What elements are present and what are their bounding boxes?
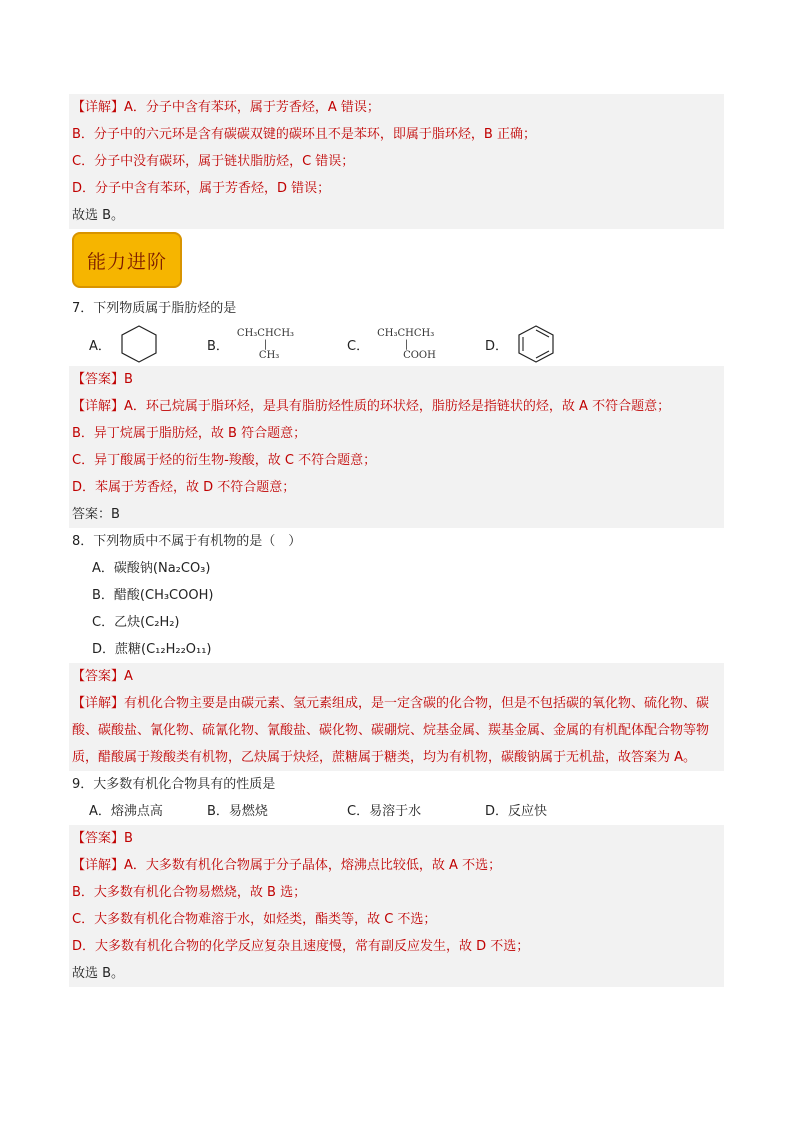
q8-option-a: A．碳酸钠(Na₂CO₃) <box>92 561 211 576</box>
formula-bond: | <box>404 338 409 350</box>
detail-line: D．大多数有机化合物的化学反应复杂且速度慢，常有副反应发生，故 D 不选； <box>69 933 724 960</box>
detail-line <box>69 852 724 879</box>
q9-option-d: D．反应快 <box>485 804 548 819</box>
option-label: B． <box>207 338 229 354</box>
cyclohexane-structure-icon <box>119 324 159 364</box>
detail-line: D．分子中含有苯环，属于芳香烃，D 错误； <box>69 175 724 202</box>
q9-options <box>69 798 724 825</box>
detail-label: 【详解】 <box>72 100 125 115</box>
formula-bond: | <box>263 338 268 350</box>
q7-options <box>69 322 724 366</box>
answer-line <box>69 366 724 393</box>
q7-option-b <box>207 322 294 366</box>
answer-value: B <box>124 372 133 387</box>
answer-value: A <box>124 669 133 684</box>
detail-line <box>69 393 724 420</box>
formula-top: CH₃CHCH₃ <box>236 327 295 339</box>
formula-bottom: CH₃ <box>258 349 280 361</box>
detail-label: 【详解】 <box>72 696 125 711</box>
option-label: C． <box>347 338 370 354</box>
benzene-structure-icon <box>516 324 556 364</box>
conclusion-line: 故选 B。 <box>69 202 724 229</box>
detail-line: B．大多数有机化合物易燃烧，故 B 选； <box>69 879 724 906</box>
answer-line <box>69 663 724 690</box>
question-stem: 9．大多数有机化合物具有的性质是 <box>72 777 276 792</box>
detail-line: C．分子中没有碳环，属于链状脂肪烃，C 错误； <box>69 148 724 175</box>
detail-line: D．苯属于芳香烃，故 D 不符合题意； <box>69 474 724 501</box>
option-label: D． <box>485 338 509 354</box>
conclusion-line: 故选 B。 <box>69 960 724 987</box>
q9-option-b: B．易燃烧 <box>207 804 268 819</box>
q8-option-d: D．蔗糖(C₁₂H₂₂O₁₁) <box>92 642 212 657</box>
q8-option-c: C．乙炔(C₂H₂) <box>92 615 180 630</box>
q9-option-a: A．熔沸点高 <box>89 804 163 819</box>
answer-line <box>69 825 724 852</box>
detail-text: A．环己烷属于脂环烃，是具有脂肪烃性质的环状烃，脂肪烃是指链状的烃，故 A 不符合题意； <box>124 399 671 414</box>
answer-value: B <box>124 831 133 846</box>
formula-top: CH₃CHCH₃ <box>377 327 435 339</box>
detail-text: A．大多数有机化合物属于分子晶体，熔沸点比较低，故 A 不选； <box>124 858 502 873</box>
question-stem: 8．下列物质中不属于有机物的是（ ） <box>72 534 302 549</box>
detail-line: B．分子中的六元环是含有碳碳双键的碳环且不是苯环，即属于脂环烃，B 正确； <box>69 121 724 148</box>
detail-line: B．异丁烷属于脂肪烃，故 B 符合题意； <box>69 420 724 447</box>
isobutane-formula <box>237 328 294 361</box>
answer-label: 【答案】 <box>72 669 125 684</box>
q7-option-d <box>485 322 556 366</box>
answer-label: 【答案】 <box>72 372 125 387</box>
detail-line: C．异丁酸属于烃的衍生物-羧酸，故 C 不符合题意； <box>69 447 724 474</box>
q8-option-b: B．醋酸(CH₃COOH) <box>92 588 214 603</box>
isobutyric-acid-formula <box>377 328 436 361</box>
detail-paragraph <box>69 690 724 771</box>
question-stem: 7．下列物质属于脂肪烃的是 <box>72 301 237 316</box>
q9-option-c: C．易溶于水 <box>347 804 422 819</box>
detail-line <box>69 94 724 121</box>
detail-text: A．分子中含有苯环，属于芳香烃，A 错误； <box>124 100 380 115</box>
formula-bottom: COOH <box>403 349 436 361</box>
detail-label: 【详解】 <box>72 399 125 414</box>
section-badge: 能力进阶 <box>72 232 182 288</box>
q7-option-c <box>347 322 436 366</box>
detail-line: C．大多数有机化合物难溶于水，如烃类，酯类等，故 C 不选； <box>69 906 724 933</box>
answer-label: 【答案】 <box>72 831 125 846</box>
page <box>69 94 724 987</box>
detail-label: 【详解】 <box>72 858 125 873</box>
option-label: A． <box>89 338 111 354</box>
conclusion-line: 答案：B <box>69 501 724 528</box>
detail-text: 有机化合物主要是由碳元素、氢元素组成，是一定含碳的化合物，但是不包括碳的氧化物、硫化物、碳酸、碳酸盐、氰化物、硫氰化物、氰酸盐、碳化物、碳硼烷、烷基金属、羰基金属、金属的有机配体配合物等物质，醋酸属于羧酸类有机物，乙炔属于炔烃，蔗糖属于糖类，均为有机物，碳酸钠属于无机盐，故答案为 A。 <box>72 696 710 765</box>
section-badge-wrap <box>69 229 724 295</box>
q7-option-a <box>89 322 159 366</box>
